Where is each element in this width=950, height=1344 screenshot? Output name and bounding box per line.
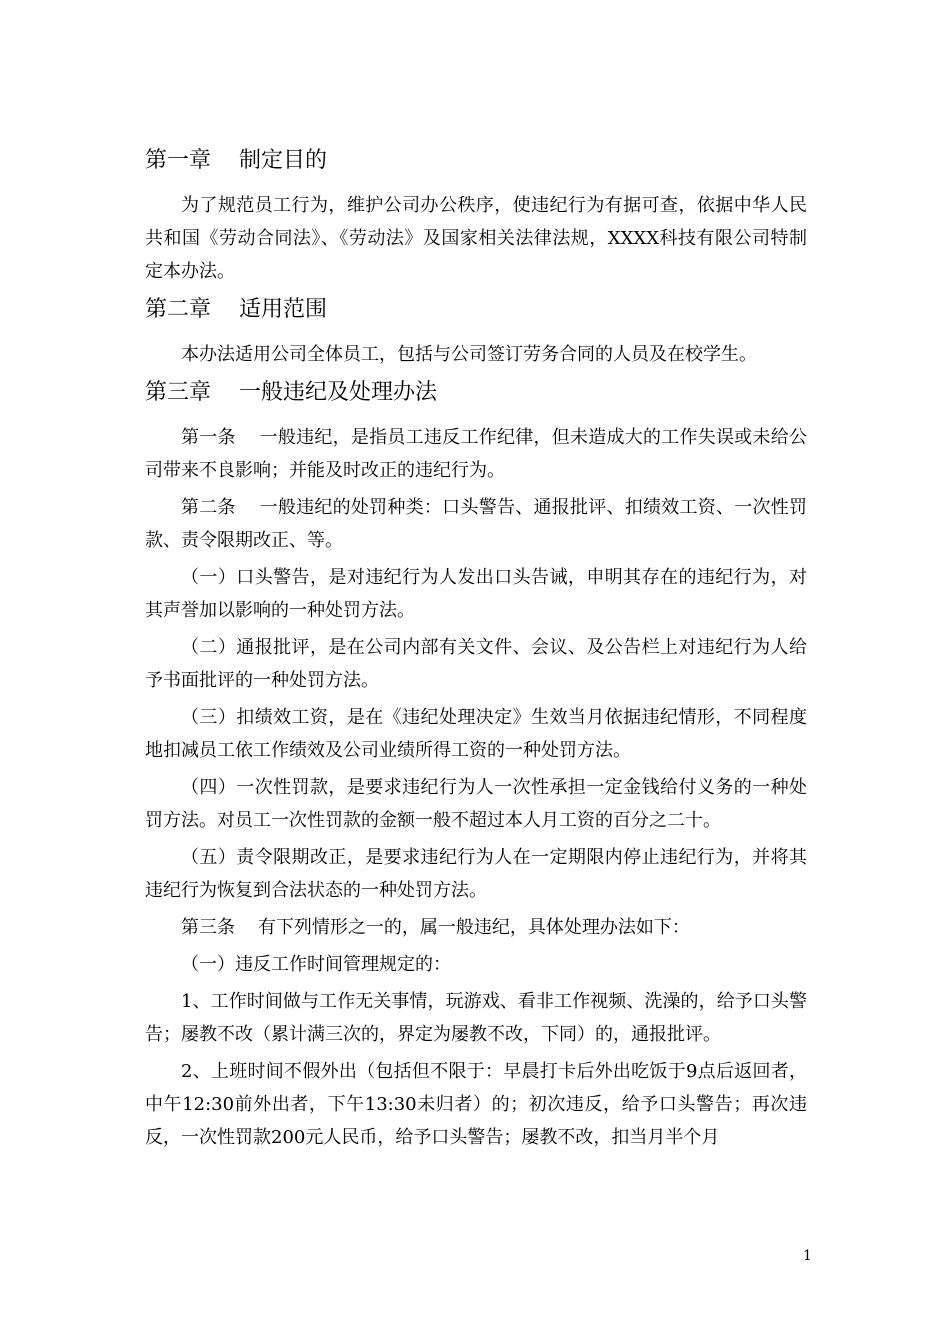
page-number: 1 [803, 1248, 812, 1264]
paragraph: （二）通报批评，是在公司内部有关文件、会议、及公告栏上对违纪行为人给予书面批评的一种处罚方法。 [145, 637, 807, 691]
paragraph: （三）扣绩效工资，是在《违纪处理决定》生效当月依据违纪情形，不同程度地扣减员工依工作绩效及公司业绩所得工资的一种处罚方法。 [145, 707, 807, 761]
paragraph: （一）违反工作时间管理规定的： [181, 954, 451, 975]
chapter-heading: 第三章 一般违纪及处理办法 [145, 380, 437, 405]
chapter-heading: 第二章 适用范围 [145, 297, 327, 322]
section-chapter-3 [145, 375, 807, 1154]
paragraph: 第二条 一般违纪的处罚种类：口头警告、通报批评、扣绩效工资、一次性罚款、责令限期改正、等。 [145, 497, 807, 551]
paragraph: 第三条 有下列情形之一的，属一般违纪，具体处理办法如下： [181, 917, 690, 938]
chapter-heading: 第一章 制定目的 [145, 148, 327, 173]
paragraph: （四）一次性罚款，是要求违纪行为人一次性承担一定金钱给付义务的一种处罚方法。对员工一次性罚款的金额一般不超过本人月工资的百分之二十。 [145, 777, 807, 831]
section-chapter-1 [145, 143, 807, 288]
paragraph: （五）责令限期改正，是要求违纪行为人在一定期限内停止违纪行为，并将其违纪行为恢复到合法状态的一种处罚方法。 [145, 847, 807, 901]
document-body [145, 143, 807, 1158]
paragraph: 本办法适用公司全体员工，包括与公司签订劳务合同的人员及在校学生。 [181, 344, 757, 365]
paragraph: 1、工作时间做与工作无关事情，玩游戏、看非工作视频、洗澡的，给予口头警告；屡教不改（累计满三次的，界定为屡教不改，下同）的，通报批评。 [145, 991, 807, 1045]
paragraph: 为了规范员工行为，维护公司办公秩序，使违纪行为有据可查，依据中华人民共和国《劳动合同法》、《劳动法》及国家相关法律法规，XXXX科技有限公司特制定本办法。 [145, 195, 807, 282]
paragraph: （一）口头警告，是对违纪行为人发出口头告诫，申明其存在的违纪行为，对其声誉加以影响的一种处罚方法。 [145, 567, 807, 621]
paragraph: 第一条 一般违纪，是指员工违反工作纪律，但未造成大的工作失误或未给公司带来不良影响；并能及时改正的违纪行为。 [145, 427, 807, 481]
section-chapter-2 [145, 292, 807, 371]
paragraph: 2、上班时间不假外出（包括但不限于：早晨打卡后外出吃饭于9点后返回者，中午12:30前外出者，下午13:30未归者）的；初次违反，给予口头警告；再次违反，一次性罚款200元人民币，给予口头警告；屡教不改，扣当月半个月 [145, 1061, 807, 1148]
